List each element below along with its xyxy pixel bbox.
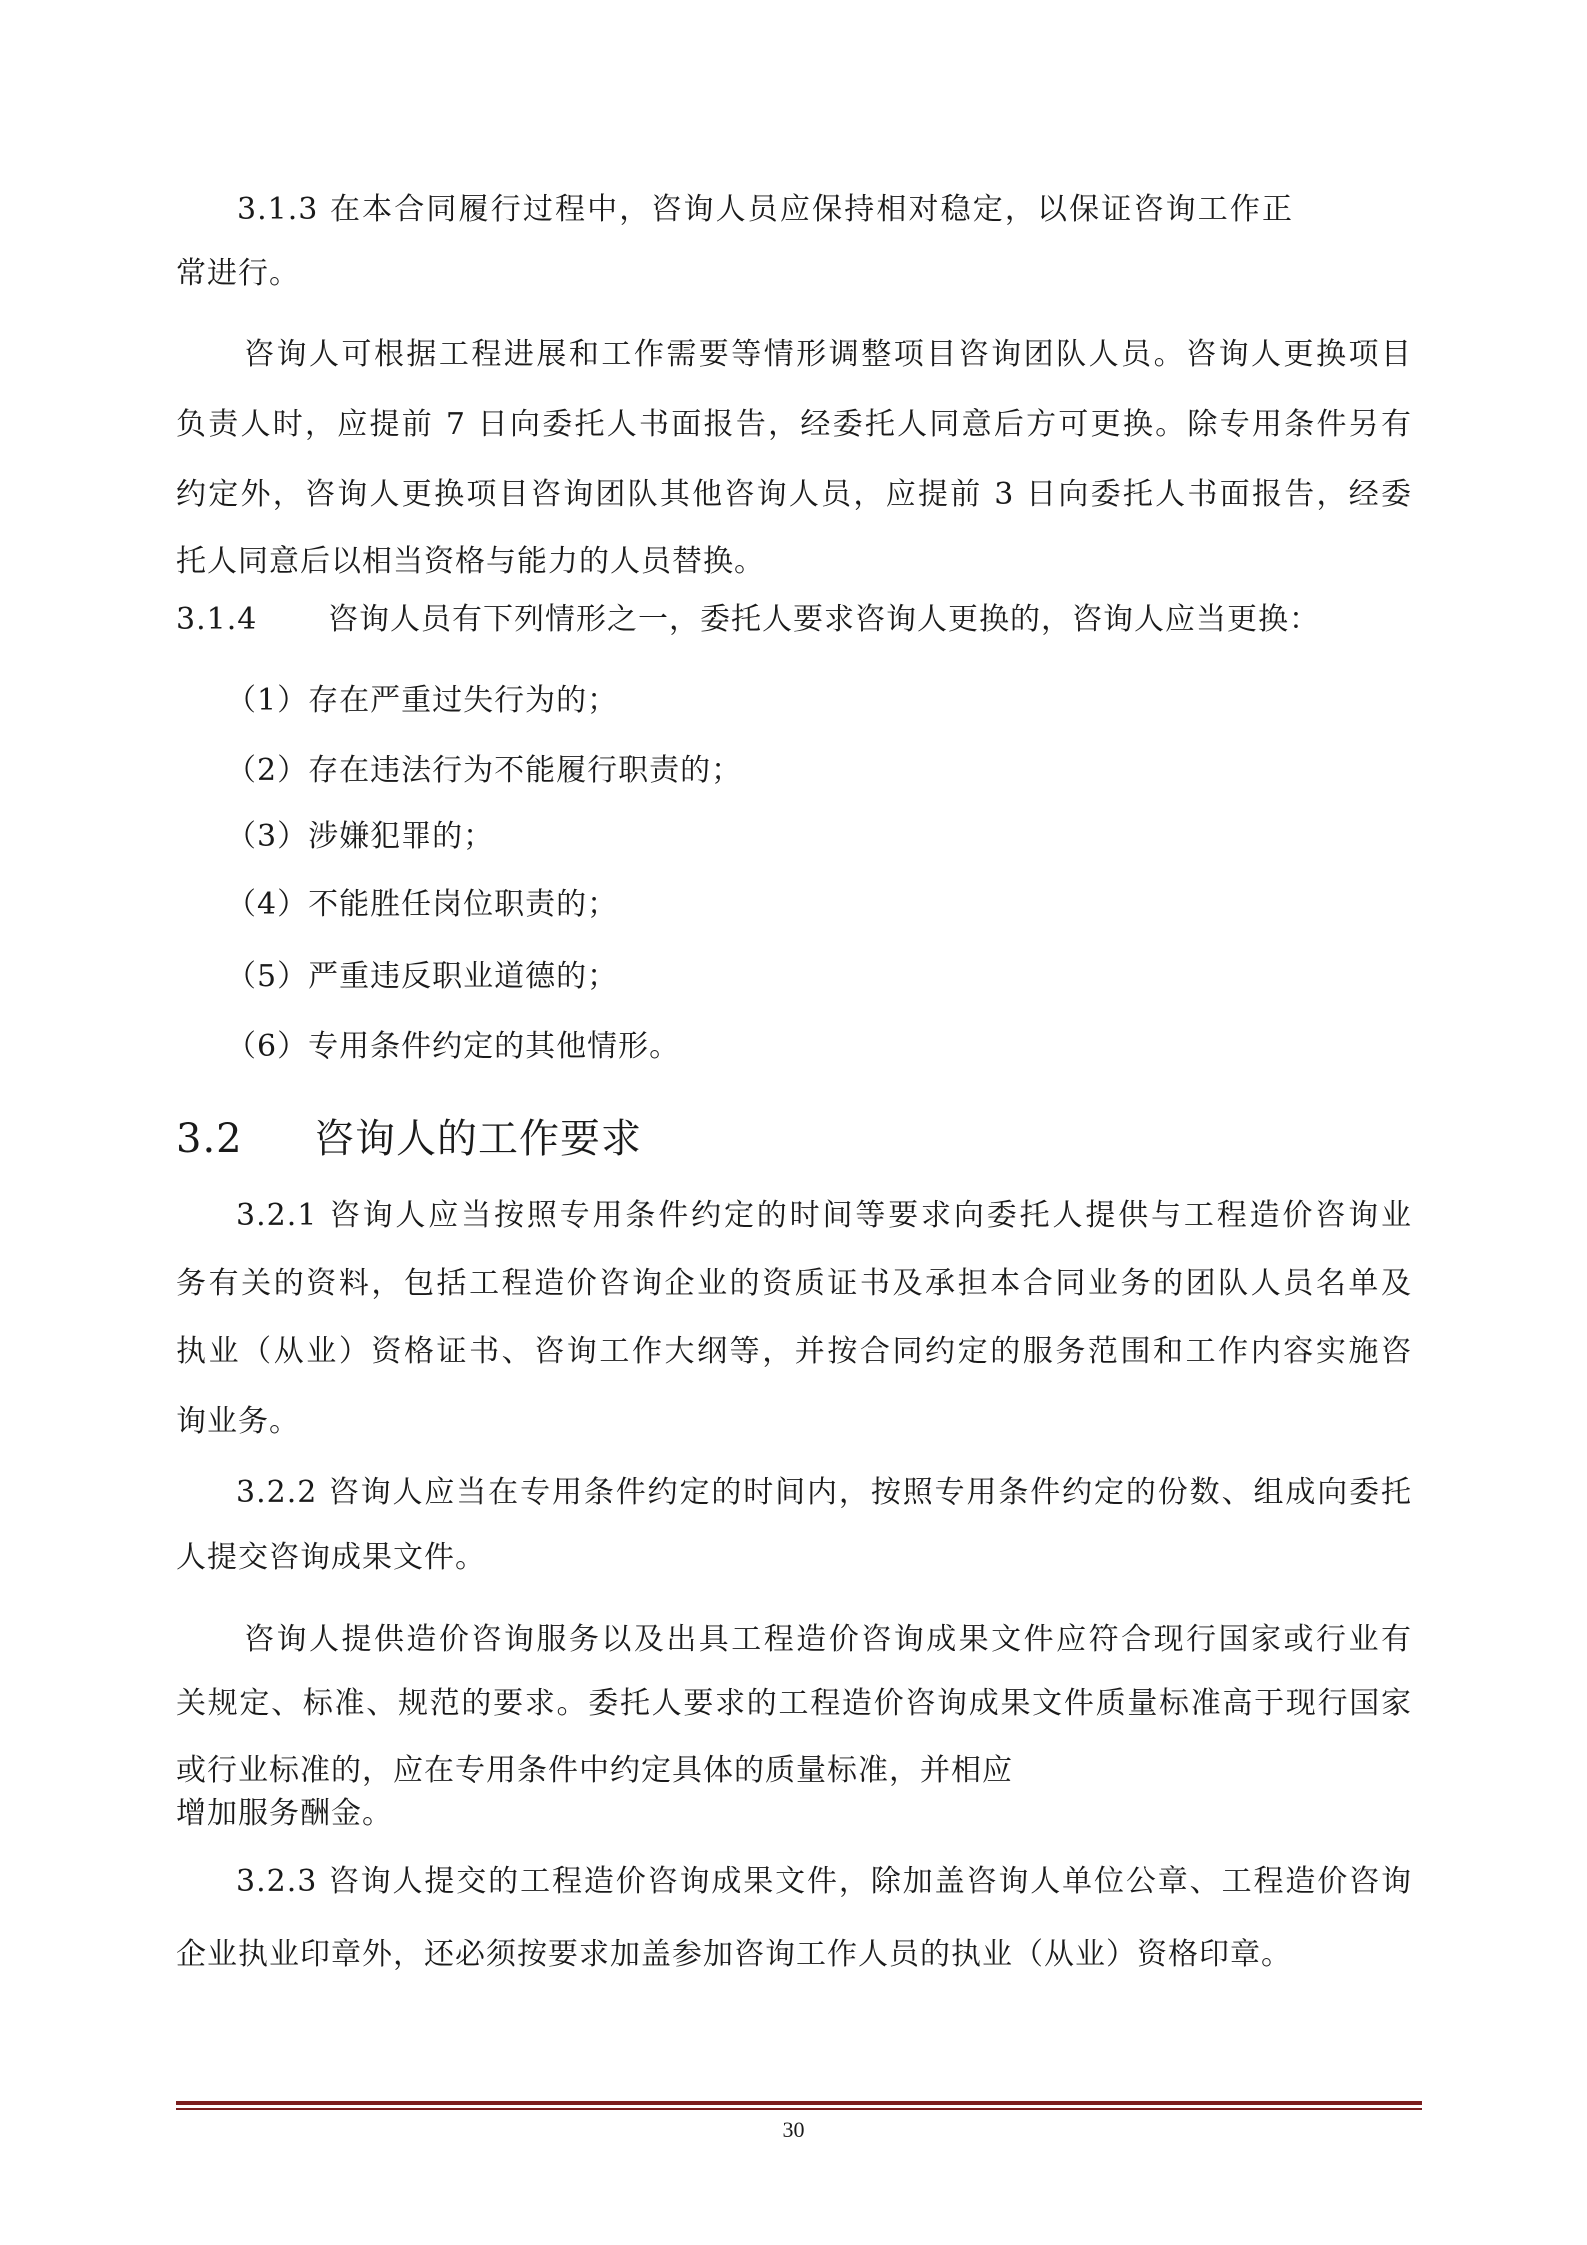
list-item: （2）存在违法行为不能履行职责的； bbox=[226, 753, 743, 788]
clause-3-2-3-line-2: 企业执业印章外，还必须按要求加盖参加咨询工作人员的执业（从业）资格印章。 bbox=[176, 1937, 1292, 1972]
clause-3-1-4 bbox=[176, 600, 1320, 640]
paragraph-quality-line-2: 关规定、标准、规范的要求。委托人要求的工程造价咨询成果文件质量标准高于现行国家 bbox=[176, 1686, 1412, 1721]
clause-3-1-4-text: 咨询人员有下列情形之一，委托人要求咨询人更换的，咨询人应当更换： bbox=[328, 602, 1320, 637]
paragraph-replace-line-1: 咨询人可根据工程进展和工作需要等情形调整项目咨询团队人员。咨询人更换项目 bbox=[244, 337, 1412, 372]
list-item: （6）专用条件约定的其他情形。 bbox=[226, 1029, 681, 1064]
list-item: （5）严重违反职业道德的； bbox=[226, 959, 619, 994]
clause-3-2-2-line-2: 人提交咨询成果文件。 bbox=[176, 1540, 486, 1575]
clause-3-2-1-line-3: 执业（从业）资格证书、咨询工作大纲等，并按合同约定的服务范围和工作内容实施咨 bbox=[176, 1334, 1412, 1369]
page-number: 30 bbox=[782, 2117, 805, 2142]
clause-3-2-1-line-4: 询业务。 bbox=[176, 1404, 300, 1439]
paragraph-replace-line-3: 约定外，咨询人更换项目咨询团队其他咨询人员，应提前 3 日向委托人书面报告，经委 bbox=[176, 477, 1412, 512]
section-heading-3-2 bbox=[176, 1114, 642, 1164]
list-item: （4）不能胜任岗位职责的； bbox=[226, 887, 619, 922]
clause-3-2-1-line-2: 务有关的资料，包括工程造价咨询企业的资质证书及承担本合同业务的团队人员名单及 bbox=[176, 1266, 1412, 1301]
paragraph-quality-line-1: 咨询人提供造价咨询服务以及出具工程造价咨询成果文件应符合现行国家或行业有 bbox=[244, 1622, 1412, 1657]
footer-rule-thin bbox=[176, 2108, 1422, 2110]
section-heading-number: 3.2 bbox=[176, 1116, 243, 1162]
section-heading-title: 咨询人的工作要求 bbox=[314, 1116, 642, 1162]
clause-3-1-4-number: 3.1.4 bbox=[176, 602, 258, 637]
clause-3-2-2-line-1: 3.2.2 咨询人应当在专用条件约定的时间内，按照专用条件约定的份数、组成向委托 bbox=[236, 1475, 1412, 1510]
footer-rule-thick bbox=[176, 2101, 1422, 2105]
list-item: （1）存在严重过失行为的； bbox=[226, 683, 619, 718]
clause-3-2-3-line-1: 3.2.3 咨询人提交的工程造价咨询成果文件，除加盖咨询人单位公章、工程造价咨询 bbox=[236, 1864, 1412, 1899]
paragraph-replace-line-4: 托人同意后以相当资格与能力的人员替换。 bbox=[176, 544, 765, 579]
clause-3-2-1-line-1: 3.2.1 咨询人应当按照专用条件约定的时间等要求向委托人提供与工程造价咨询业 bbox=[236, 1198, 1412, 1233]
clause-3-1-3-line-2: 常进行。 bbox=[176, 256, 300, 291]
clause-3-1-3-line-1: 3.1.3 在本合同履行过程中，咨询人员应保持相对稳定，以保证咨询工作正 bbox=[237, 192, 1293, 227]
paragraph-quality-line-3: 或行业标准的，应在专用条件中约定具体的质量标准，并相应 bbox=[176, 1753, 1013, 1788]
paragraph-replace-line-2: 负责人时，应提前 7 日向委托人书面报告，经委托人同意后方可更换。除专用条件另有 bbox=[176, 407, 1412, 442]
list-item: （3）涉嫌犯罪的； bbox=[226, 819, 495, 854]
paragraph-quality-line-4: 增加服务酬金。 bbox=[176, 1796, 393, 1831]
